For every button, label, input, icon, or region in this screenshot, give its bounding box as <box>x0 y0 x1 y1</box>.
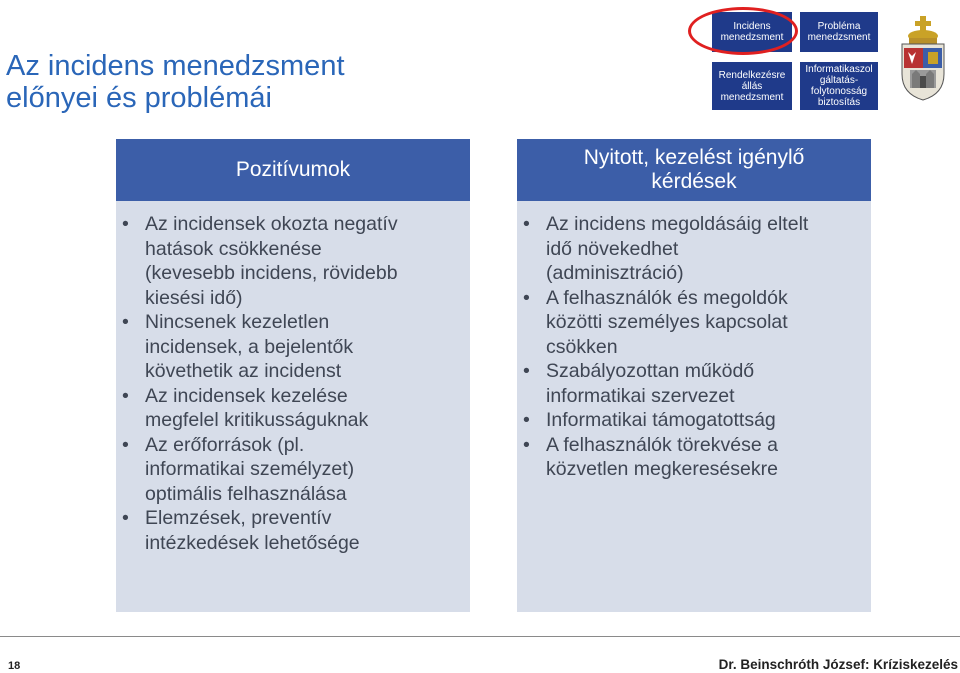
list-item <box>116 433 466 507</box>
list-item-line: • Az incidensek okozta negatív <box>145 213 398 235</box>
list-item-line: megfelel kritikusságuknak <box>145 409 369 431</box>
list-item <box>517 212 869 286</box>
positives-panel <box>116 139 470 612</box>
list-item <box>116 310 466 384</box>
list-item-line: közvetlen megkeresésekre <box>546 458 778 480</box>
list-item-line: közötti személyes kapcsolat <box>546 311 788 333</box>
positives-list <box>116 212 466 555</box>
open-questions-list <box>517 212 869 482</box>
list-item-line: intézkedések lehetősége <box>145 531 360 554</box>
list-item-line: informatikai szervezet <box>546 384 735 407</box>
nav-folytonossag-biztositas[interactable] <box>800 62 878 110</box>
nav-label: menedzsment <box>807 32 871 43</box>
list-item <box>517 359 869 408</box>
nav-rendelkezesre-allas[interactable] <box>712 62 792 110</box>
list-item-line: • Elemzések, preventív <box>145 507 332 529</box>
list-item-line: optimális felhasználása <box>145 482 347 505</box>
slide-title <box>6 50 426 114</box>
list-item-line: (adminisztráció) <box>546 262 684 284</box>
nav-label: menedzsment <box>720 91 784 103</box>
list-item <box>116 212 466 310</box>
list-item-line: követhetik az incidenst <box>145 360 342 382</box>
list-item-line: hatások csökkenése <box>145 237 322 260</box>
list-item-line: • Informatikai támogatottság <box>546 409 776 431</box>
nav-label: biztosítás <box>817 97 861 108</box>
nav-label: Rendelkezésre <box>718 69 786 81</box>
list-item-line: • Nincsenek kezeletlen <box>145 311 330 333</box>
nav-label: folytonosság <box>810 86 868 97</box>
list-item <box>517 433 869 482</box>
list-item-line: idő növekedhet <box>546 237 679 260</box>
list-item-line: • Szabályozottan működő <box>546 360 755 382</box>
nav-label: Incidens <box>733 21 771 32</box>
page-number: 18 <box>8 660 21 672</box>
nav-label: menedzsment <box>720 32 784 43</box>
nav-label: állás <box>741 80 763 92</box>
open-questions-panel <box>517 139 871 612</box>
footer-author: Dr. Beinschróth József: Kríziskezelés <box>718 657 958 672</box>
nav-label: gáltatás- <box>819 75 859 86</box>
list-item-line: • Az incidens megoldásáig eltelt <box>546 213 809 235</box>
open-questions-heading: kérdések <box>651 170 737 193</box>
list-item <box>517 408 869 433</box>
list-item-line: • Az erőforrások (pl. <box>145 433 305 456</box>
slide-title-line: előnyei és problémái <box>6 82 272 114</box>
list-item-line: (kevesebb incidens, rövidebb <box>145 262 398 284</box>
list-item-line: • Az incidensek kezelése <box>145 384 348 407</box>
list-item-line: • A felhasználók törekvése a <box>546 433 778 456</box>
list-item <box>116 506 466 555</box>
open-questions-heading-bar <box>517 139 871 201</box>
coat-of-arms-logo <box>898 14 948 102</box>
list-item <box>116 384 466 433</box>
list-item-line: • A felhasználók és megoldók <box>546 286 788 309</box>
list-item-line: informatikai személyzet) <box>145 458 355 480</box>
nav-problema-menedzsment[interactable] <box>800 12 878 52</box>
slide-title-line: Az incidens menedzsment <box>6 50 345 82</box>
list-item-line: incidensek, a bejelentők <box>145 335 354 358</box>
current-topic-highlight <box>688 7 798 55</box>
open-questions-heading: Nyitott, kezelést igénylő <box>583 146 805 169</box>
footer-divider <box>0 636 960 637</box>
positives-heading-bar <box>116 139 470 201</box>
list-item-line: kiesési idő) <box>145 286 243 309</box>
nav-label: Probléma <box>817 21 861 32</box>
list-item <box>517 286 869 360</box>
nav-label: Informatikaszol <box>805 64 873 75</box>
positives-heading: Pozitívumok <box>235 158 351 181</box>
list-item-line: csökken <box>546 335 618 358</box>
